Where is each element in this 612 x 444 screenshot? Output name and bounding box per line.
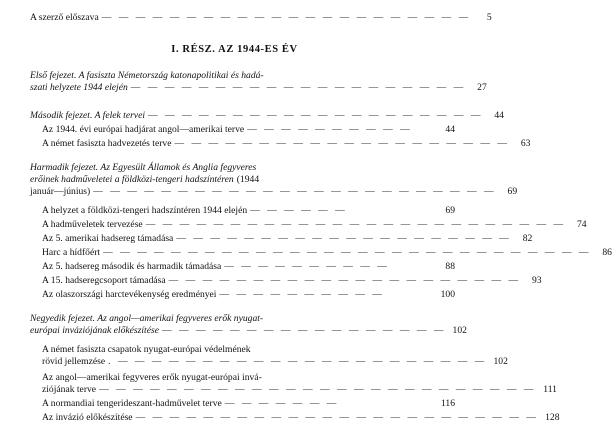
toc-entry: A normandiai tengerideszant-hadművelet terve — — — — — — — 116	[42, 398, 455, 409]
dash-leader: — — — — — — — — — —	[247, 124, 413, 135]
dash-leader: — — — — — — — — — —	[219, 289, 385, 300]
toc-page-number: 44	[494, 110, 504, 121]
dash-leader: — — — — — — — — — — — — — — — — —	[161, 325, 446, 336]
toc-entry: Az 1944. évi európai hadjárat angol—amerikai terve — — — — — — — — — — 44	[42, 124, 455, 135]
dash-leader: — — — — — — — — — — — — — — — — — — — — — — — — — — — — —	[103, 247, 591, 258]
toc-page-number: 5	[486, 12, 492, 23]
toc-page-number: 100	[440, 289, 455, 300]
toc-page-number: 116	[440, 398, 455, 409]
toc-entry: A 15. hadseregcsoport támadása — — — — — — — — — — — — — — — — — — — — — 93	[42, 275, 542, 286]
dash-leader: — — — — — — — — — — — — — — — — — — — — — — — — —	[145, 219, 566, 230]
toc-entry-line-2: ziójának terve — — — — — — — — — — — — — — — — — — — — — — — — — — 111	[42, 384, 557, 395]
toc-page-number: 111	[543, 384, 557, 395]
dash-leader: — — — — — — —	[224, 398, 339, 409]
toc-entry: Az 5. hadsereg második és harmadik támadása — — — — — — — — — — 88	[42, 261, 455, 272]
dash-leader: — — — — — — — — — — — — — — — — — — — —	[148, 110, 483, 121]
toc-page-number: 102	[452, 325, 467, 336]
toc-entry-preface	[0, 12, 492, 24]
chapter-4-title-line-1: Negyedik fejezet. Az angol—amerikai fegyveres erők nyugat-	[30, 313, 264, 324]
dash-leader: — — — — — — — — — — — — — — — — — — — — — — — — — —	[99, 384, 536, 395]
dash-leader: — — — — — — — — — — — — — — — — — — — — — —	[101, 12, 471, 23]
toc-page-number: 82	[522, 233, 533, 244]
chapter-2-title: Második fejezet. A felek tervei — — — — — — — — — — — — — — — — — — — — 44	[30, 110, 504, 121]
chapter-3-title-line-1: Harmadik fejezet. Az Egyesült Államok és Anglia fegyveres	[30, 162, 257, 173]
toc-page-number: 86	[602, 247, 612, 258]
toc-entry-line-2: rövid jellemzése . — — — — — — — — — — — — — — — — — — — — — — 102	[42, 356, 508, 367]
chapter-3-title-line-3: január—június) — — — — — — — — — — — — — — — — — — — — — — — — 69	[30, 186, 518, 197]
dash-leader: . — — — — — — — — — — — — — — — — — — — — — —	[108, 356, 487, 367]
toc-entry: Az invázió előkészítése — — — — — — — — — — — — — — — — — — — — — — — — 128	[42, 412, 560, 423]
dash-leader: — — — — — — — — — — — — — — — — — — — — — — — —	[93, 186, 497, 197]
toc-entry-label: A szerző előszava	[30, 12, 99, 23]
chapter-3-title-line-2: erőinek hadműveletei a földközi-tengeri hadszíntéren (1944	[30, 174, 260, 185]
toc-page-number: 63	[520, 138, 531, 149]
toc-page-number: 27	[477, 82, 487, 93]
toc-page-number: 102	[493, 356, 508, 367]
toc-entry: Az 5. amerikai hadsereg támadása — — — — — — — — — — — — — — — — — — — — 82	[42, 233, 533, 244]
chapter-1-title-line-1: Első fejezet. A fasiszta Németország katonapolitikai és hadá-	[30, 70, 264, 81]
chapter-4-title-line-2: európai inváziójának előkészítése — — — — — — — — — — — — — — — — — 102	[30, 325, 467, 336]
chapter-1-title-line-2: szati helyzete 1944 elején — — — — — — — — — — — — — — — — — — — — 27	[30, 82, 487, 93]
toc-page-number: 88	[445, 261, 455, 272]
toc-entry: A hadműveletek tervezése — — — — — — — — — — — — — — — — — — — — — — — — — 74	[42, 219, 587, 230]
dash-leader: — — — — — — — — — — — — — — — — — — — — — — — —	[135, 412, 539, 423]
dash-leader: — — — — — — — — — — — — — — — — — — — — —	[168, 275, 521, 286]
dash-leader: — — — — — — — — — — — — — — — — — — — —	[174, 138, 510, 149]
dash-leader: — — — — — — — — — — — — — — — — — — — —	[130, 82, 466, 93]
part-title: I. RÉSZ. AZ 1944-ES ÉV	[171, 44, 298, 55]
dash-leader: — — — — — — — — — — — — — — — — — — — —	[176, 233, 512, 244]
toc-entry-line-1: Az angol—amerikai fegyveres erők nyugat-európai invá-	[42, 372, 262, 383]
toc-entry: A helyzet a földközi-tengeri hadszíntéren 1944 elején — — — — — — 69	[42, 205, 455, 216]
toc-entry: Harc a hídfőért — — — — — — — — — — — — — — — — — — — — — — — — — — — — — 86	[42, 247, 612, 258]
dash-leader: — — — — — — — — — —	[224, 261, 390, 272]
toc-page-number: 93	[531, 275, 542, 286]
toc-page-number: 44	[445, 124, 455, 135]
toc-page-number: 69	[507, 186, 518, 197]
toc-page-number: 69	[445, 205, 455, 216]
dash-leader: — — — — — —	[250, 205, 348, 216]
toc-page-number: 74	[577, 219, 587, 230]
toc-entry-line-1: A német fasiszta csapatok nyugat-európai védelmének	[42, 344, 251, 355]
toc-entry: A német fasiszta hadvezetés terve — — — — — — — — — — — — — — — — — — — — 63	[42, 138, 531, 149]
toc-page-number: 128	[545, 412, 560, 423]
toc-entry: Az olaszországi harctevékenység eredményei — — — — — — — — — — 100	[42, 289, 455, 300]
